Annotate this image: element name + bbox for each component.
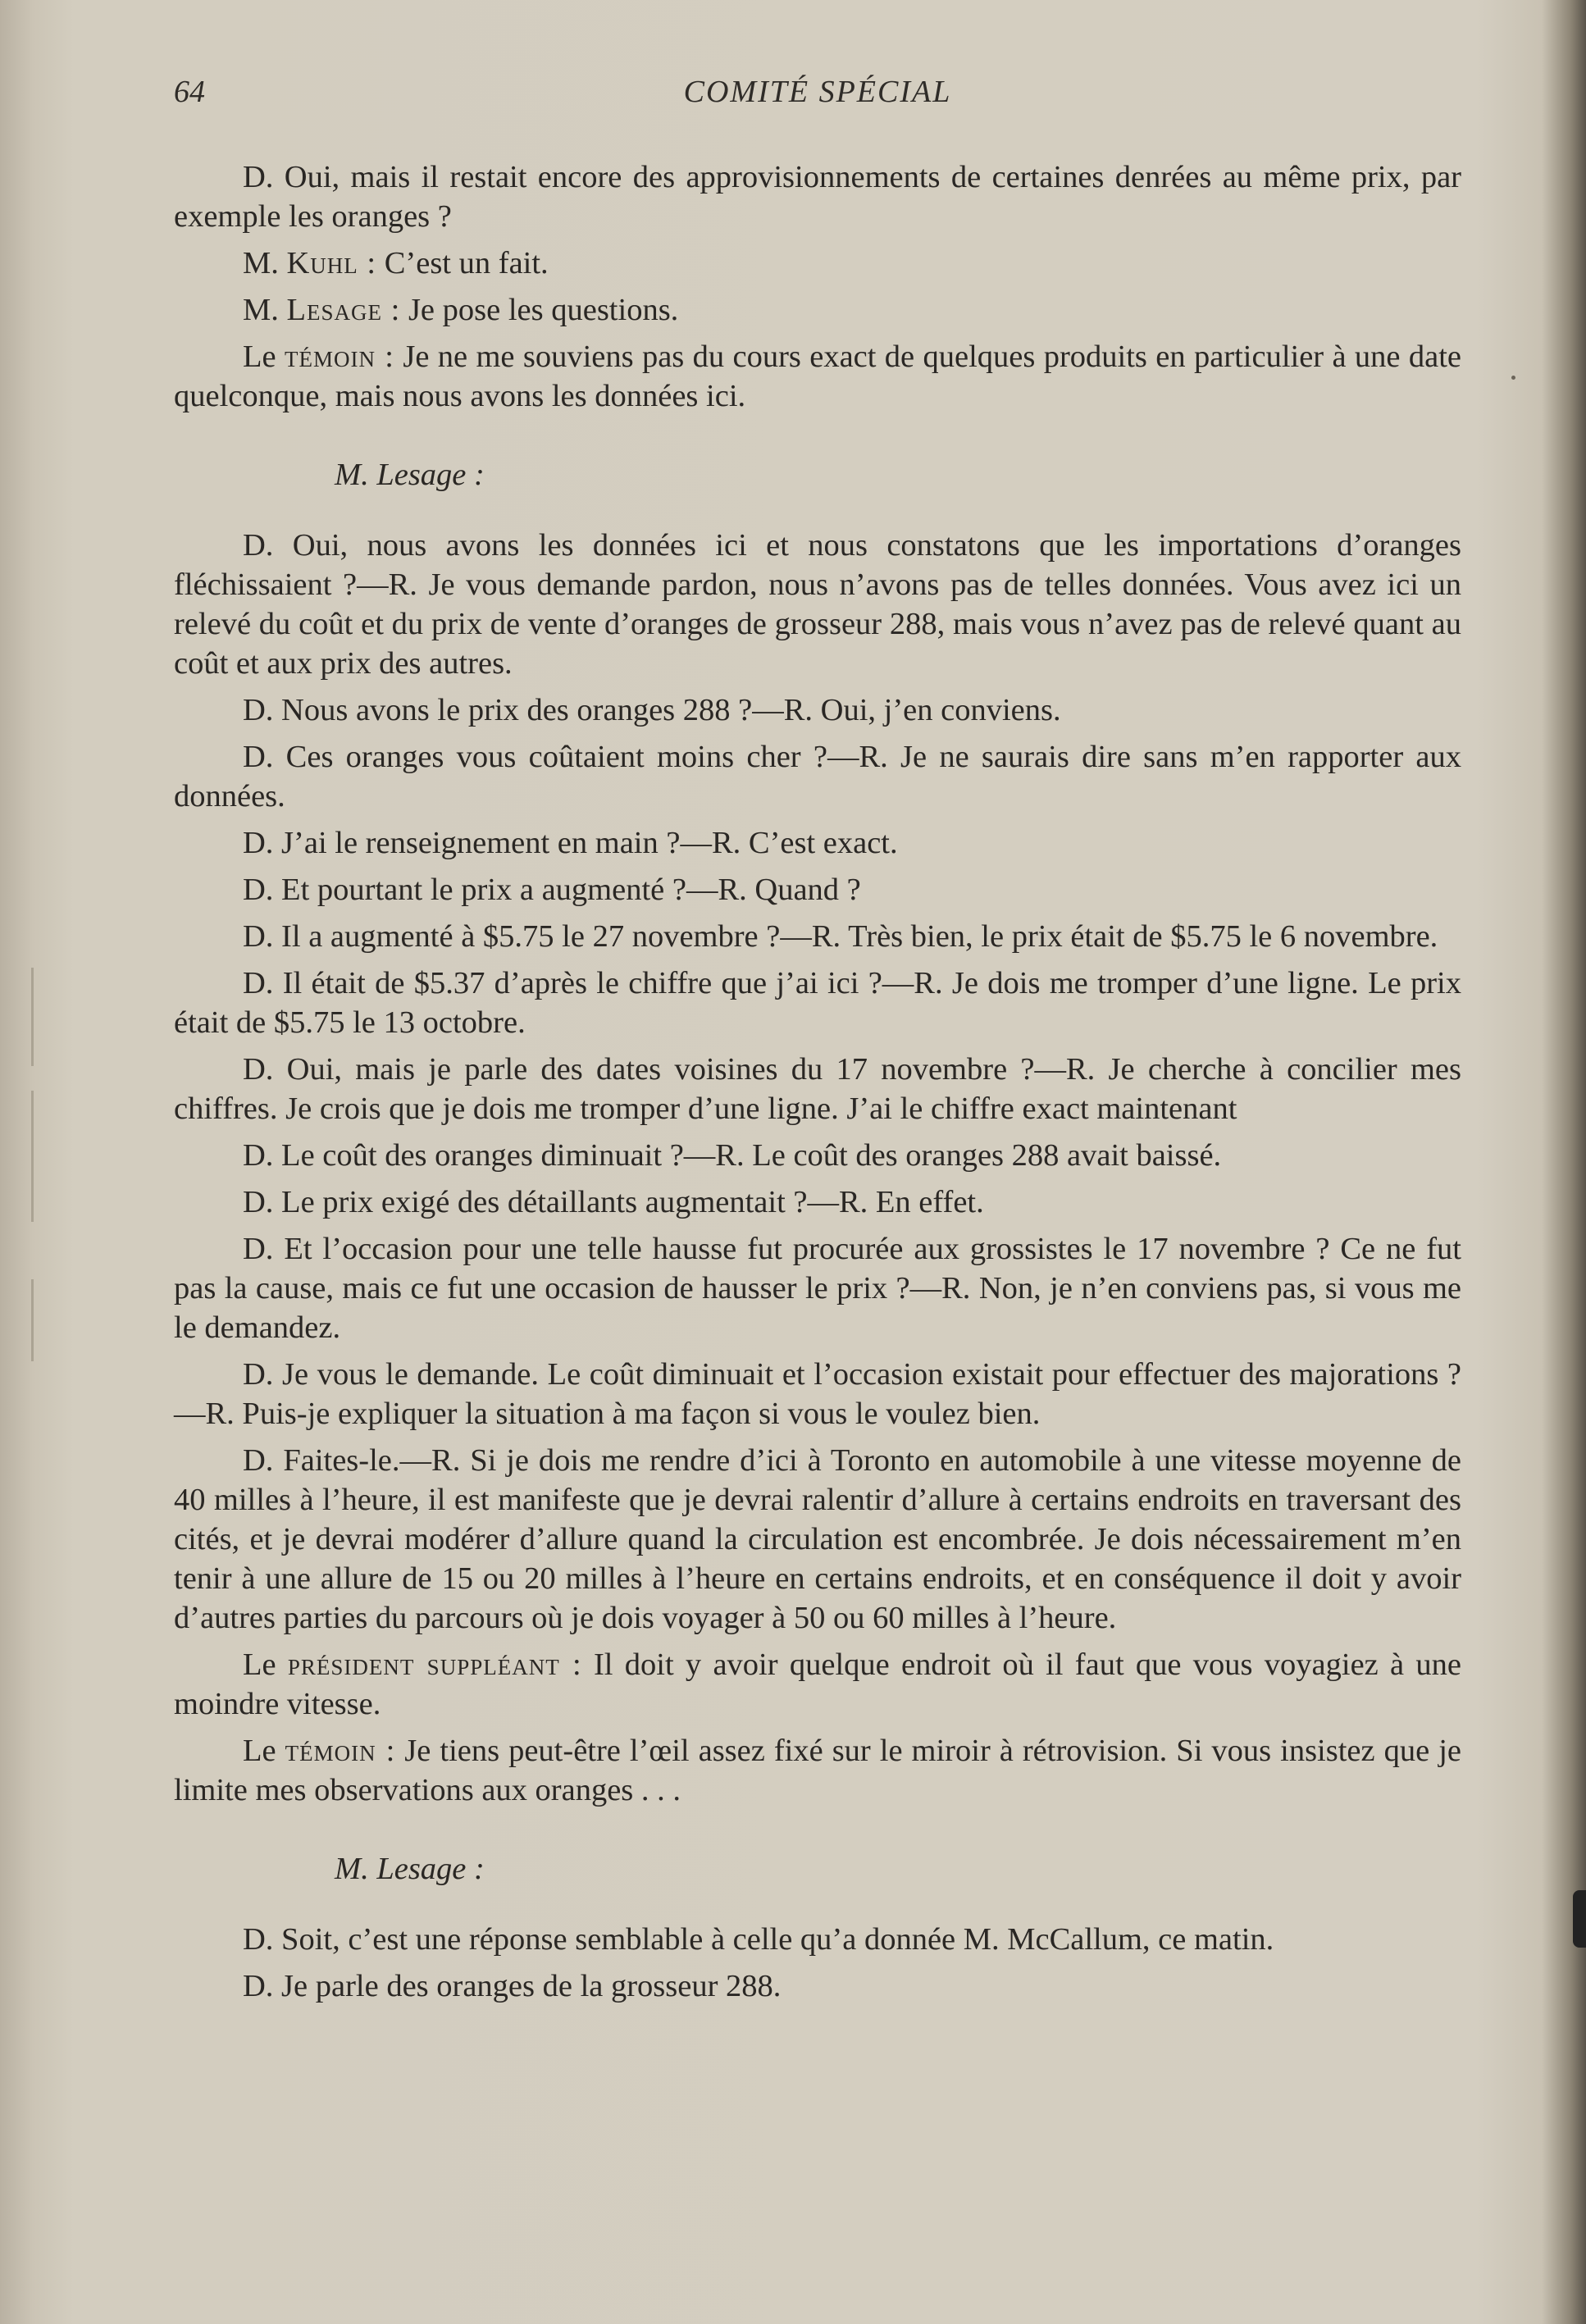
qa-paragraph: D. Faites-le.—R. Si je dois me rendre d’ici à Toronto en automobile à une vitesse moyenne de 40 milles à l’heure, il est manifeste que je devrai ralentir d’allure à certains endroits en traversant des cités, et je devrai modérer d’allure quand la circulation est encombrée. Je dois nécessairement m’en tenir à une allure de 15 ou 20 milles à l’heure en certains endroits, et en conséquence il doit y avoir d’autres parties du parcours où je dois voyager à 50 ou 60 milles à l’heure. (174, 1443, 1461, 1635)
paragraph: Le président suppléant : Il doit y avoir quelque endroit où il faut que vous voyagiez à une moindre vitesse. (174, 1647, 1461, 1721)
paragraph: M. Lesage : Je pose les questions. (243, 293, 679, 327)
paragraph: Le témoin : Je ne me souviens pas du cours exact de quelques produits en particulier à une date quelconque, mais nous avons les données ici. (174, 339, 1461, 413)
speaker-label: président suppléant : (287, 1647, 582, 1682)
qa-paragraph: D. Le coût des oranges diminuait ?—R. Le coût des oranges 288 avait baissé. (243, 1138, 1222, 1173)
qa-paragraph: D. J’ai le renseignement en main ?—R. C’est exact. (243, 826, 898, 860)
speaker-label: témoin : (284, 339, 394, 374)
qa-paragraph: D. Il a augmenté à $5.75 le 27 novembre ?—R. Très bien, le prix était de $5.75 le 6 novembre. (243, 919, 1438, 954)
qa-paragraph: D. Et pourtant le prix a augmenté ?—R. Quand ? (243, 873, 861, 907)
binding-mark (31, 1279, 34, 1361)
speaker-label: Lesage : (286, 293, 401, 327)
qa-paragraph: D. Le prix exigé des détaillants augmentait ?—R. En effet. (243, 1185, 984, 1219)
paragraph: M. Kuhl : C’est un fait. (243, 246, 549, 280)
speaker-heading: M. Lesage : (335, 1852, 485, 1886)
qa-paragraph: D. Je vous le demande. Le coût diminuait et l’occasion existait pour effectuer des majorations ?—R. Puis-je expliquer la situation à ma façon si vous le voulez bien. (174, 1357, 1461, 1431)
speck (1511, 376, 1515, 380)
qa-paragraph: D. Nous avons le prix des oranges 288 ?—R. Oui, j’en conviens. (243, 693, 1061, 727)
speaker-label: témoin : (285, 1734, 396, 1768)
qa-paragraph: D. Oui, mais je parle des dates voisines du 17 novembre ?—R. Je cherche à concilier mes chiffres. Je crois que je dois me tromper d’une ligne. J’ai le chiffre exact maintenant (174, 1052, 1461, 1126)
page-edge-mark (1573, 1890, 1586, 1948)
page-header (174, 74, 1461, 115)
paragraph: Le témoin : Je tiens peut-être l’œil assez fixé sur le miroir à rétrovision. Si vous insistez que je limite mes observations aux oranges . . . (174, 1734, 1461, 1807)
qa-paragraph: D. Ces oranges vous coûtaient moins cher ?—R. Je ne saurais dire sans m’en rapporter aux données. (174, 740, 1461, 813)
qa-paragraph: D. Je parle des oranges de la grosseur 288. (243, 1969, 782, 2003)
paragraph: D. Oui, mais il restait encore des approvisionnements de certaines denrées au même prix, par exemple les oranges ? (174, 160, 1461, 234)
document-body (174, 157, 1461, 2013)
speaker-heading: M. Lesage : (335, 458, 485, 492)
binding-mark (31, 968, 34, 1066)
qa-paragraph: D. Soit, c’est une réponse semblable à celle qu’a donnée M. McCallum, ce matin. (243, 1922, 1274, 1957)
qa-paragraph: D. Oui, nous avons les données ici et nous constatons que les importations d’oranges fléchissaient ?—R. Je vous demande pardon, nous n’avons pas de telles données. Vous avez ici un relevé du coût et du prix de vente d’oranges de grosseur 288, mais vous n’avez pas de relevé quant au coût et aux prix des autres. (174, 528, 1461, 681)
speaker-label: Kuhl : (286, 246, 377, 280)
binding-mark (31, 1091, 34, 1222)
running-title: COMITÉ SPÉCIAL (683, 75, 952, 109)
page-number: 64 (174, 75, 205, 109)
qa-paragraph: D. Et l’occasion pour une telle hausse fut procurée aux grossistes le 17 novembre ? Ce ne fut pas la cause, mais ce fut une occasion de hausser le prix ?—R. Non, je n’en conviens pas, si vous me le demandez. (174, 1232, 1461, 1345)
qa-paragraph: D. Il était de $5.37 d’après le chiffre que j’ai ici ?—R. Je dois me tromper d’une ligne. Le prix était de $5.75 le 13 octobre. (174, 966, 1461, 1040)
